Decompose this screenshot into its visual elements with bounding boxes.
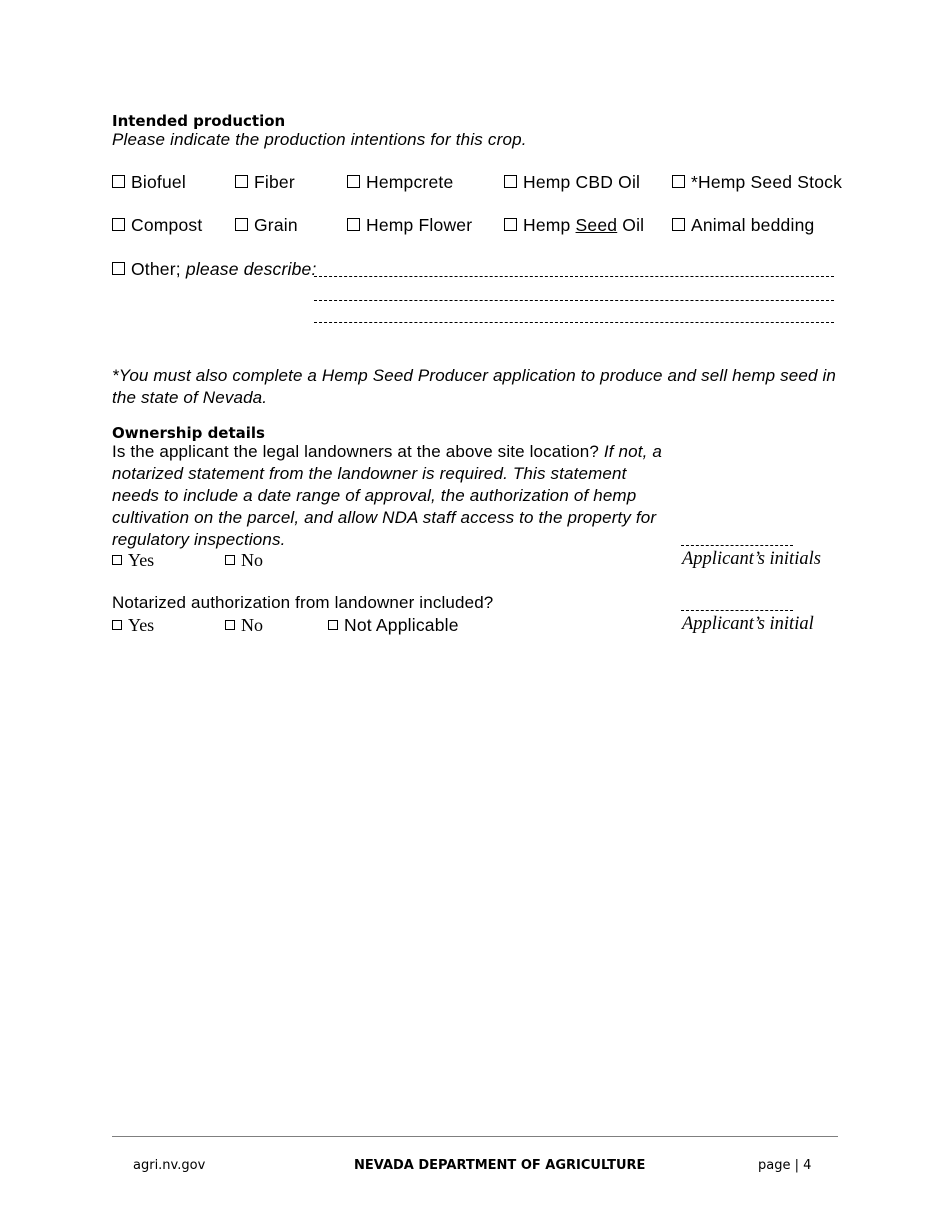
option-label-part: Oil <box>617 215 645 235</box>
footer-page-number: page | 4 <box>758 1158 812 1173</box>
checkbox-icon[interactable] <box>504 175 517 188</box>
other-describe-label: please describe: <box>185 259 317 279</box>
checkbox-icon[interactable] <box>112 620 122 630</box>
checkbox-icon[interactable] <box>112 218 125 231</box>
checkbox-icon[interactable] <box>328 620 338 630</box>
option-label: Other; <box>131 259 186 279</box>
option-animal-bedding[interactable] <box>672 215 814 236</box>
checkbox-icon[interactable] <box>112 555 122 565</box>
option-label: No <box>241 550 263 570</box>
option-fiber[interactable] <box>235 172 295 193</box>
option-label: Hemp Flower <box>366 215 473 235</box>
notarized-no[interactable] <box>225 615 263 636</box>
option-hemp-seed-stock[interactable] <box>672 172 842 193</box>
notarized-yes[interactable] <box>112 615 154 636</box>
footer-agency: NEVADA DEPARTMENT OF AGRICULTURE <box>354 1158 646 1173</box>
ownership-question-text: Is the applicant the legal landowners at the above site location? <box>112 442 604 461</box>
option-label: Yes <box>128 550 155 570</box>
notarized-question: Notarized authorization from landowner included? <box>112 593 494 612</box>
option-label: Hemp CBD Oil <box>523 172 641 192</box>
applicant-initials-label: Applicant’s initials <box>682 549 821 569</box>
option-other[interactable] <box>112 259 317 280</box>
ownership-question-note: If not, a notarized statement from the landowner is required. This statement needs to include a date range of approval, the authorization of hemp cultivation on the parcel, and allow NDA staff access to the property for regulatory inspections. <box>112 442 662 549</box>
checkbox-icon[interactable] <box>235 218 248 231</box>
other-description-line[interactable] <box>314 276 834 277</box>
notarized-not-applicable[interactable] <box>328 615 459 636</box>
section-heading-intended-production: Intended production <box>112 112 286 130</box>
option-label: Animal bedding <box>691 215 815 235</box>
option-hempcrete[interactable] <box>347 172 453 193</box>
ownership-yes[interactable] <box>112 550 154 571</box>
checkbox-icon[interactable] <box>347 175 360 188</box>
option-label: Fiber <box>254 172 295 192</box>
option-biofuel[interactable] <box>112 172 186 193</box>
hemp-seed-producer-note: *You must also complete a Hemp Seed Producer application to produce and sell hemp seed in the state of Nevada. <box>112 366 836 407</box>
applicant-initial-label: Applicant’s initial <box>682 614 814 634</box>
option-hemp-cbd-oil[interactable] <box>504 172 640 193</box>
ownership-question <box>112 441 672 551</box>
checkbox-icon[interactable] <box>225 555 235 565</box>
option-label-underlined: Seed <box>575 215 618 235</box>
option-label: Grain <box>254 215 298 235</box>
footer-website: agri.nv.gov <box>133 1158 206 1173</box>
checkbox-icon[interactable] <box>112 262 125 275</box>
checkbox-icon[interactable] <box>347 218 360 231</box>
other-description-line[interactable] <box>314 322 834 323</box>
option-label-part: Hemp <box>523 215 576 235</box>
checkbox-icon[interactable] <box>504 218 517 231</box>
option-label: Biofuel <box>131 172 186 192</box>
checkbox-icon[interactable] <box>672 218 685 231</box>
option-label: Not Applicable <box>344 615 459 635</box>
section-heading-ownership-details: Ownership details <box>112 424 265 442</box>
applicant-initials-line[interactable] <box>681 545 793 546</box>
option-compost[interactable] <box>112 215 202 236</box>
footer-divider <box>112 1136 838 1137</box>
checkbox-icon[interactable] <box>235 175 248 188</box>
production-instruction: Please indicate the production intentions for this crop. <box>112 130 527 149</box>
option-hemp-seed-oil[interactable] <box>504 215 644 236</box>
option-label: Hempcrete <box>366 172 454 192</box>
option-grain[interactable] <box>235 215 298 236</box>
checkbox-icon[interactable] <box>112 175 125 188</box>
ownership-no[interactable] <box>225 550 263 571</box>
option-label: No <box>241 615 263 635</box>
option-label: Compost <box>131 215 203 235</box>
option-hemp-flower[interactable] <box>347 215 472 236</box>
option-label: Yes <box>128 615 155 635</box>
option-label: *Hemp Seed Stock <box>691 172 843 192</box>
other-description-line[interactable] <box>314 300 834 301</box>
checkbox-icon[interactable] <box>672 175 685 188</box>
checkbox-icon[interactable] <box>225 620 235 630</box>
applicant-initial-line[interactable] <box>681 610 793 611</box>
